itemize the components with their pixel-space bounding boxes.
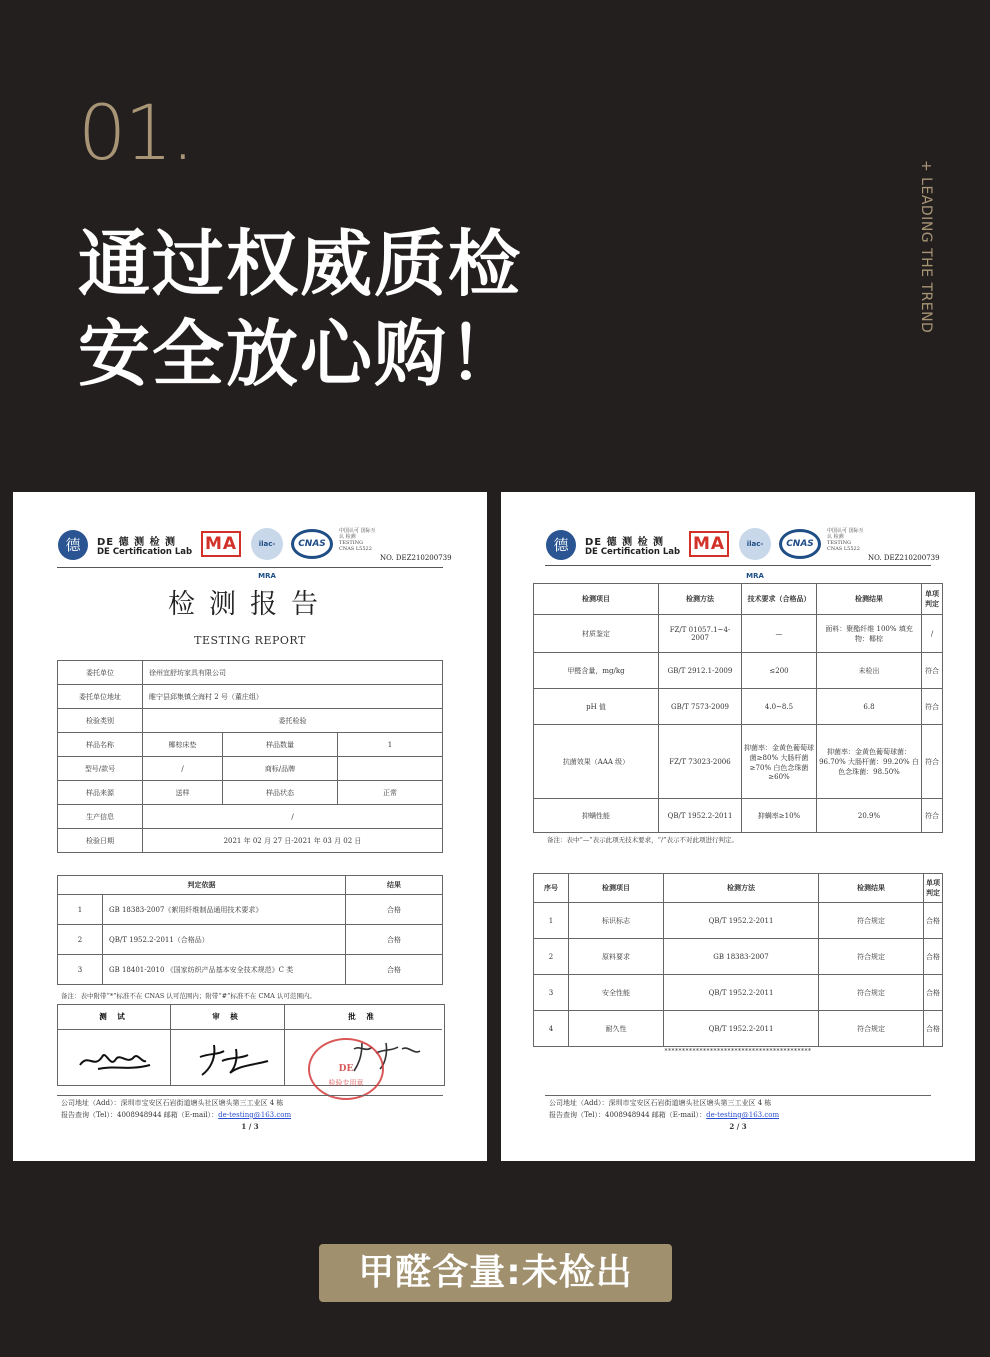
cnas-logo-icon: CNAS — [779, 529, 821, 559]
cnas-note: 中国认可 国际互认 检测 TESTING CNAS L5522 — [339, 528, 376, 552]
lab-name-en: DE Certification Lab — [97, 547, 193, 557]
lab-name-cn: DE 德 测 检 测 — [585, 537, 665, 548]
cnas-logo-icon: CNAS — [291, 529, 333, 559]
signature-block — [57, 1004, 445, 1086]
headline-line-1: 通过权威质检 — [78, 222, 523, 306]
basis-table: 判定依据 结果 1 GB 18383-2007《絮用纤维制品通用技术要求》 合格 2 QB/T 1952.2-2011（合格品） 合格 3 GB 18401-2010 《国家纺织产品基本安全技术规范》C 类 合格 — [57, 875, 443, 985]
sig-test-cell: 测 试 — [58, 1005, 171, 1085]
section-number: 01. — [78, 88, 193, 177]
inspection-stamp: DE 检验专用章 — [308, 1038, 384, 1100]
header-divider — [545, 565, 931, 566]
report-number: NO. DEZ210200739 — [380, 554, 452, 562]
cma-logo-icon: MA — [201, 531, 241, 557]
report-page-1 — [13, 492, 487, 1161]
page-number: 2 / 3 — [729, 1122, 747, 1131]
cnas-note: 中国认可 国际互认 检测 TESTING CNAS L5522 — [827, 528, 864, 552]
cma-logo-icon: MA — [689, 531, 729, 557]
footer-email-link[interactable]: de-testing@163.com — [706, 1111, 780, 1119]
lab-name-en: DE Certification Lab — [585, 547, 681, 557]
results-note: 备注：表中“—”表示此项无技术要求，“/”表示不对此项进行判定。 — [547, 836, 738, 844]
footer-address: 公司地址（Add）：深圳市宝安区石岩街道塘头社区塘头第三工业区 4 栋 — [549, 1099, 772, 1107]
headline-line-2: 安全放心购！ — [78, 312, 523, 396]
formaldehyde-badge: 甲醛含量:未检出 — [319, 1244, 672, 1302]
footer-address: 公司地址（Add）：深圳市宝安区石岩街道塘头社区塘头第三工业区 4 栋 — [61, 1099, 284, 1107]
lab-name-cn: DE 德 测 检 测 — [97, 537, 177, 548]
report-title-cn: 检测报告 — [168, 589, 332, 620]
ilac-mra-logo-icon: ilac-MRA — [251, 528, 283, 560]
signature-test-icon — [58, 1035, 170, 1081]
performance-table: 序号 检测项目 检测方法 检测结果 单项判定 1 标识标志 QB/T 1952.2-2011 符合规定 合格 2 原料要求 GB 18383-2007 符合规定 合格 3 安全性能 QB/T 1952.2-2011 符合规定 合格 4 耐久性 QB/T 1952.2-2011 符合规定 合格 — [533, 873, 943, 1047]
de-logo-icon: 德 — [546, 530, 576, 560]
test-results-table: 检测项目 检测方法 技术要求（合格品） 检测结果 单项判定 材质鉴定 FZ/T 01057.1~4-2007 — 面料：聚酯纤维 100% 填充物：椰棕 / 甲醛含量，mg/kg GB/T 2912.1-2009 ≤200 未检出 符合 pH 值 GB/T 7573-2009 4.0~8.5 6.8 符合 抗菌效果（AAA 级） FZ/T 73023-2006 抑菌率：金黄色葡萄球菌≥80% 大肠杆菌≥70% 白色念珠菌≥60% 抑菌率：金黄色葡萄球菌：96.70% 大肠杆菌：99.20% 白色念珠菌：98.50% 符合 抑螨性能 QB/T 1952.2-2011 抑螨率≥10% 20.9% 符合 — [533, 583, 943, 833]
footer-contact: 报告查询（Tel）：4008948944 邮箱（E-mail）：de-testing@163.com — [549, 1111, 780, 1119]
de-logo-icon: 德 — [58, 530, 88, 560]
sig-review-cell: 审 核 — [170, 1005, 285, 1085]
sig-approve-cell: 批 准 — [284, 1005, 442, 1085]
side-tagline: + LEADING THE TREND — [918, 160, 934, 334]
basis-note: 备注：表中附带“*”标准不在 CNAS 认可范围内；附带“#”标准不在 CMA 认可范围内。 — [61, 992, 316, 1000]
signature-review-icon — [170, 1035, 284, 1081]
report-number: NO. DEZ210200739 — [868, 554, 940, 562]
page-number: 1 / 3 — [241, 1122, 259, 1131]
footer-email-link[interactable]: de-testing@163.com — [218, 1111, 292, 1119]
sample-info-table: 委托单位 徐州宜舒坊家具有限公司 委托单位地址 睢宁县邱集镇仝海村 2 号（董庄组） 检验类别 委托检验 样品名称 椰棕床垫 样品数量 1 型号/款号 / 商标/品牌 样品来源 送样 样品状态 正常 生产信息 / 检验日期 2021 年 02 月 27 日-2021 年 03 月 02 日 — [57, 660, 443, 853]
report-title-en: TESTING REPORT — [194, 634, 306, 647]
footer-divider — [545, 1095, 931, 1096]
end-of-report-stars: ****************************************** — [664, 1048, 812, 1055]
header-divider — [57, 567, 443, 568]
ilac-mra-logo-icon: ilac-MRA — [739, 528, 771, 560]
footer-contact: 报告查询（Tel）：4008948944 邮箱（E-mail）：de-testing@163.com — [61, 1111, 292, 1119]
report-page-2 — [501, 492, 975, 1161]
footer-divider — [57, 1095, 443, 1096]
